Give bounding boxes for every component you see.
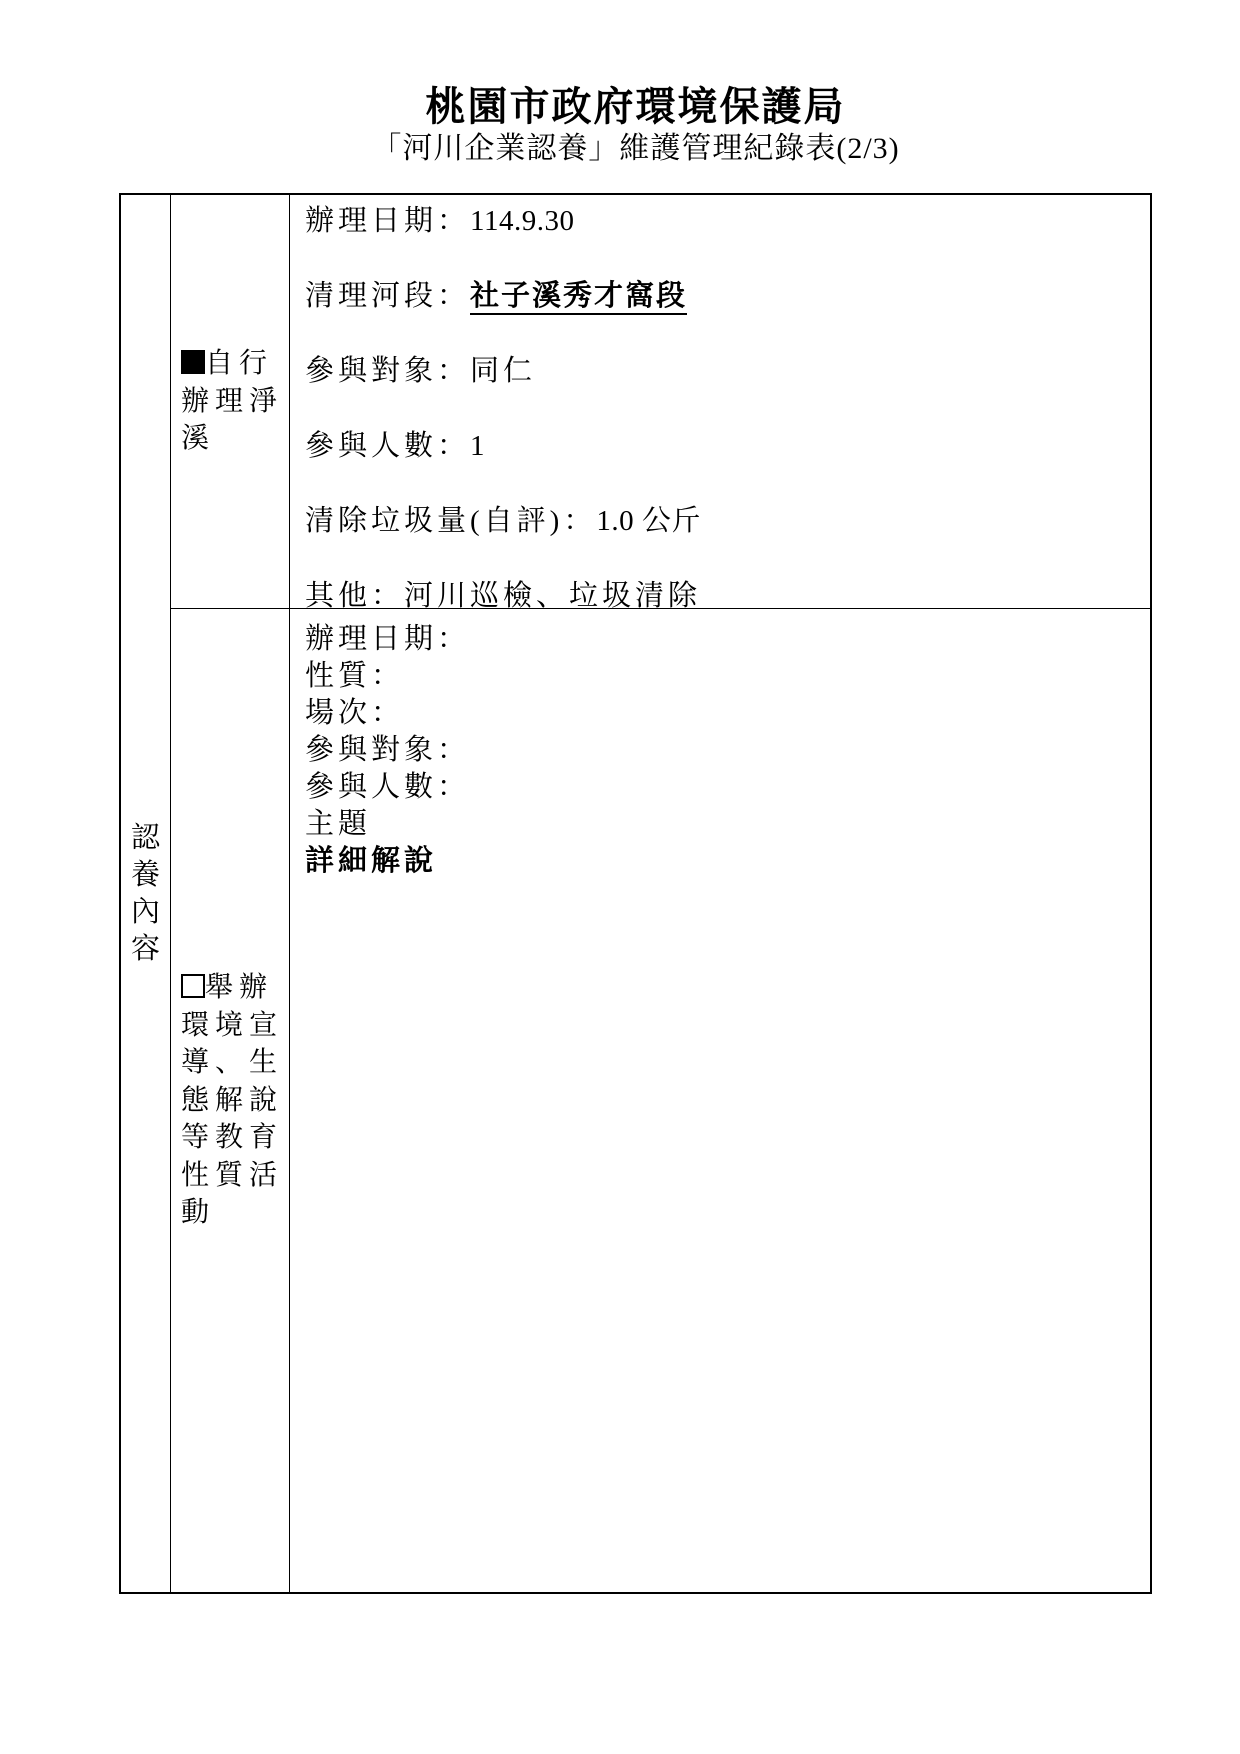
record-table <box>119 193 1152 1594</box>
field-other <box>305 581 1126 611</box>
field-date <box>305 621 1126 658</box>
field-value: 114.9.30 <box>470 205 575 237</box>
category-line-text: 動 <box>181 1197 216 1229</box>
field-participants-count <box>305 769 1126 806</box>
field-label: 辦理日期： <box>305 205 471 237</box>
section-education-label-cell <box>171 609 290 1592</box>
category-line-text: 舉辦 <box>205 972 274 1004</box>
category-header-char: 認 <box>130 821 160 854</box>
page-subtitle: 「河川企業認養」維護管理紀錄表(2/3) <box>371 132 900 165</box>
field-nature <box>305 658 1126 695</box>
checkbox-self-cleanup-icon <box>181 350 205 374</box>
category-line-text: 態解說 <box>181 1084 284 1116</box>
field-date <box>305 206 1126 236</box>
field-label: 參與對象： <box>305 734 471 766</box>
category-line-text: 導、生 <box>181 1047 284 1079</box>
field-label: 詳細解說 <box>305 845 438 877</box>
field-label: 清理河段： <box>305 280 471 312</box>
field-label: 其他： <box>305 580 405 612</box>
category-header-char: 容 <box>130 932 160 965</box>
category-line-text: 性質活 <box>181 1159 284 1191</box>
field-river-section <box>305 281 1126 311</box>
field-session-count <box>305 695 1126 732</box>
field-value: 1 <box>470 430 486 462</box>
field-label: 辦理日期： <box>305 623 471 655</box>
section-education-fields <box>290 609 1150 1592</box>
field-detailed-explanation <box>305 843 1126 880</box>
field-value: 同仁 <box>470 355 537 387</box>
checkbox-education-icon <box>181 974 205 998</box>
field-label: 主題 <box>305 808 372 840</box>
field-trash-amount <box>305 506 1126 536</box>
category-header-char: 內 <box>130 895 160 928</box>
category-line-text: 溪 <box>181 423 216 455</box>
field-label: 參與對象： <box>305 355 471 387</box>
field-label: 清除垃圾量(自評)： <box>305 505 597 537</box>
category-line-text: 等教育 <box>181 1122 284 1154</box>
field-participants-count <box>305 431 1126 461</box>
page-title: 桃園市政府環境保護局 <box>425 84 846 129</box>
field-label: 參與人數： <box>305 430 471 462</box>
category-line-text: 辦理淨 <box>181 385 284 417</box>
field-label: 參與人數： <box>305 771 471 803</box>
field-participants-type <box>305 732 1126 769</box>
section-self-cleanup-fields <box>290 195 1150 612</box>
field-label: 性質： <box>305 660 405 692</box>
category-line-text: 自行 <box>205 348 274 380</box>
field-value: 社子溪秀才窩段 <box>470 280 687 315</box>
category-line-text: 環境宣 <box>181 1009 284 1041</box>
category-header-char: 養 <box>130 858 160 891</box>
category-column-header <box>121 195 171 1592</box>
section-self-cleanup-label-cell <box>171 195 290 609</box>
field-topic <box>305 806 1126 843</box>
field-value: 河川巡檢、垃圾清除 <box>404 580 702 612</box>
field-participants-type <box>305 356 1126 386</box>
field-value: 1.0 公斤 <box>596 505 701 537</box>
field-label: 場次： <box>305 697 405 729</box>
